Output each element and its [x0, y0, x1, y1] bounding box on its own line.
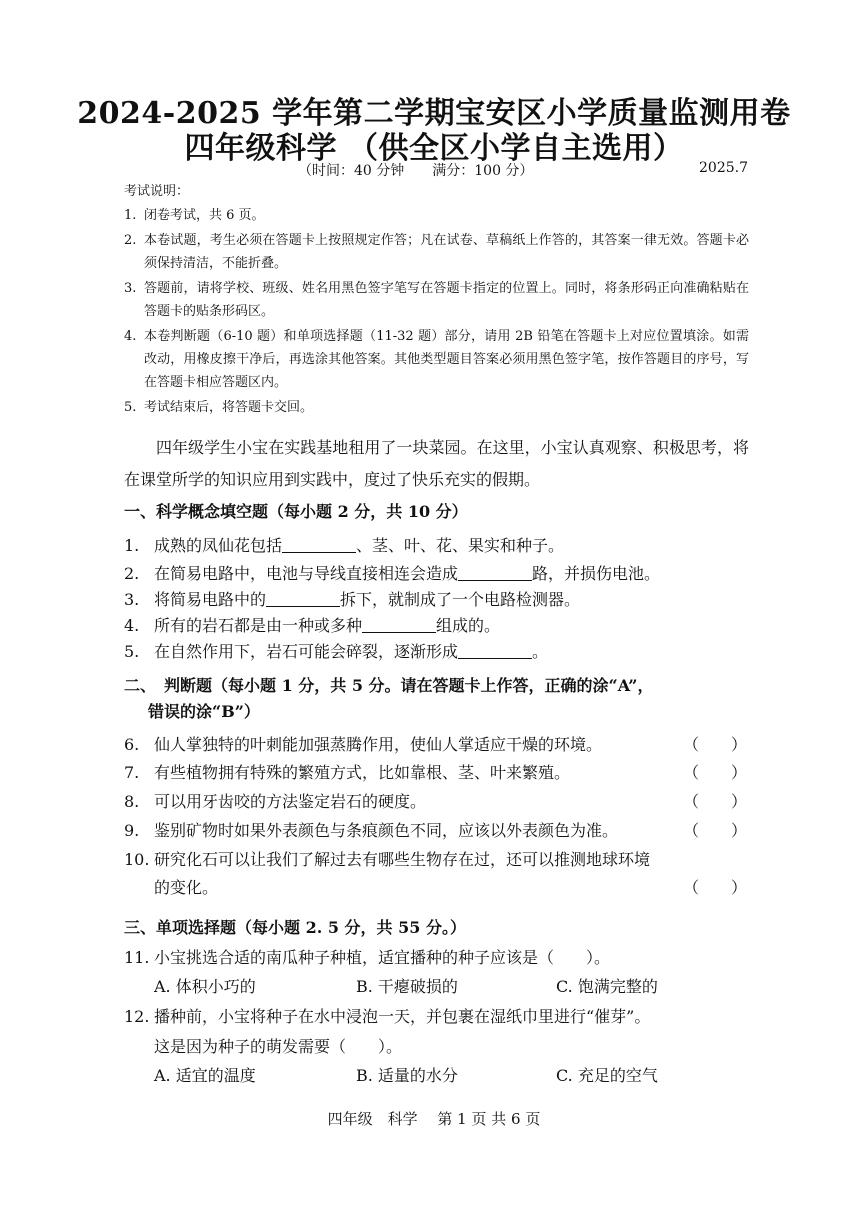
question-text: 。 — [532, 642, 549, 661]
instruction-number: 5. — [124, 400, 137, 415]
option-c[interactable]: C. 饱满完整的 — [556, 977, 658, 996]
choice-question — [124, 1003, 749, 1031]
question-number: 3. — [124, 590, 140, 609]
section2-heading-line1: 二、 判断题（每小题 1 分，共 5 分。请在答题卡上作答，正确的涂“A”， — [124, 676, 654, 695]
instruction-item — [124, 396, 749, 419]
question-number: 12. — [124, 1007, 150, 1026]
question-text: 路，并损伤电池。 — [532, 564, 661, 583]
answer-parentheses[interactable]: （ ） — [682, 792, 747, 811]
question-text: 拆下，就制成了一个电路检测器。 — [340, 590, 581, 609]
question-text: 将简易电路中的 — [154, 590, 267, 609]
question-text: 成熟的凤仙花包括 — [154, 536, 283, 555]
answer-blank[interactable] — [458, 562, 532, 581]
question-text: 研究化石可以让我们了解过去有哪些生物存在过，还可以推测地球环境 — [154, 850, 651, 869]
judge-question — [124, 817, 749, 845]
choice-question — [124, 944, 749, 972]
section1-heading: 一、科学概念填空题（每小题 2 分，共 10 分） — [124, 502, 468, 521]
judge-question-continued — [124, 874, 749, 902]
exam-title: 2024-2025 学年第二学期宝安区小学质量监测用卷 — [77, 96, 791, 131]
question-text: 在简易电路中，电池与导线直接相连会造成 — [154, 564, 459, 583]
instruction-text: 闭卷考试，共 6 页。 — [144, 208, 265, 223]
question-number: 5. — [124, 642, 140, 661]
intro-paragraph: 四年级学生小宝在实践基地租用了一块菜园。在这里，小宝认真观察、积极思考，将在课堂所学的知识应用到实践中，度过了快乐充实的假期。 — [124, 438, 749, 489]
answer-blank[interactable] — [362, 614, 436, 633]
judge-question — [124, 788, 749, 816]
question-number: 11. — [124, 948, 150, 967]
question-text: 鉴别矿物时如果外表颜色与条痕颜色不同，应该以外表颜色为准。 — [154, 821, 619, 840]
question-number: 6. — [124, 735, 140, 754]
instruction-number: 2. — [124, 233, 137, 248]
question-number: 8. — [124, 792, 140, 811]
question-number: 10. — [124, 850, 150, 869]
answer-parentheses[interactable]: （ ） — [682, 735, 747, 754]
option-b[interactable]: B. 适量的水分 — [356, 1066, 458, 1085]
option-a[interactable]: A. 适宜的温度 — [154, 1066, 256, 1085]
question-text: 在自然作用下，岩石可能会碎裂，逐渐形成 — [154, 642, 459, 661]
answer-blank[interactable] — [282, 534, 356, 553]
section2-heading-line2: 错误的涂“B”） — [148, 702, 260, 721]
instruction-text: 考试结束后，将答题卡交回。 — [144, 400, 314, 415]
section2-heading — [124, 673, 749, 725]
fill-question — [124, 586, 749, 614]
question-text: 、茎、叶、花、果实和种子。 — [356, 536, 565, 555]
question-number: 1. — [124, 536, 140, 555]
instruction-number: 1. — [124, 208, 137, 223]
answer-parentheses[interactable]: （ ） — [682, 821, 747, 840]
question-text: 组成的。 — [436, 616, 501, 635]
instruction-text: 答题前，请将学校、班级、姓名用黑色签字笔写在答题卡指定的位置上。同时，将条形码正向准确粘贴在答题卡的贴条形码区。 — [144, 281, 749, 319]
question-number: 2. — [124, 564, 140, 583]
question-text: 有些植物拥有特殊的繁殖方式，比如靠根、茎、叶来繁殖。 — [154, 763, 571, 782]
section3-heading: 三、单项选择题（每小题 2. 5 分，共 55 分。） — [124, 918, 466, 937]
fill-question — [124, 612, 749, 640]
exam-date: 2025.7 — [699, 160, 748, 176]
instructions-heading: 考试说明： — [124, 184, 190, 199]
instruction-text: 本卷试题，考生必须在答题卡上按照规定作答；凡在试卷、草稿纸上作答的，其答案一律无效。答题卡必须保持清洁，不能折叠。 — [144, 233, 749, 271]
answer-parentheses[interactable]: （ ） — [682, 878, 747, 897]
answer-parentheses[interactable]: （ ） — [682, 763, 747, 782]
judge-question — [124, 731, 749, 759]
instruction-item — [124, 277, 749, 323]
question-text: 小宝挑选合适的南瓜种子种植，适宜播种的种子应该是（ ）。 — [154, 948, 611, 967]
fill-question — [124, 560, 749, 588]
instruction-number: 3. — [124, 281, 137, 296]
instruction-item — [124, 325, 749, 394]
question-number: 9. — [124, 821, 140, 840]
judge-question — [124, 759, 749, 787]
judge-question — [124, 846, 749, 874]
instruction-number: 4. — [124, 329, 137, 344]
question-text: 可以用牙齿咬的方法鉴定岩石的硬度。 — [154, 792, 427, 811]
question-text: 的变化。 — [154, 878, 219, 897]
exam-instructions — [124, 180, 749, 421]
page-footer: 四年级 科学 第 1 页 共 6 页 — [327, 1110, 541, 1128]
instruction-item — [124, 229, 749, 275]
exam-subtitle: 四年级科学 （供全区小学自主选用） — [184, 131, 684, 166]
answer-blank[interactable] — [266, 588, 340, 607]
time-score-info: （时间：40 分钟 满分：100 分） — [298, 163, 534, 179]
question-text: 播种前，小宝将种子在水中浸泡一天，并包裹在湿纸巾里进行“催芽”。 — [154, 1007, 651, 1026]
question-text: 所有的岩石都是由一种或多种 — [154, 616, 363, 635]
instruction-item — [124, 204, 749, 227]
question-text: 仙人掌独特的叶刺能加强蒸腾作用，使仙人掌适应干燥的环境。 — [154, 735, 603, 754]
fill-question — [124, 532, 749, 560]
choice-question-continued — [124, 1033, 779, 1061]
answer-blank[interactable] — [458, 640, 532, 659]
option-b[interactable]: B. 干瘪破损的 — [356, 977, 458, 996]
instruction-text: 本卷判断题（6-10 题）和单项选择题（11-32 题）部分，请用 2B 铅笔在答题卡上对应位置填涂。如需改动，用橡皮擦干净后，再选涂其他答案。其他类型题目答案必须用黑色签字笔，按作答题目的序号，写在答题卡相应答题区内。 — [144, 329, 749, 390]
question-number: 7. — [124, 763, 140, 782]
question-number: 4. — [124, 616, 140, 635]
question-text: 这是因为种子的萌发需要（ ）。 — [154, 1037, 403, 1056]
option-c[interactable]: C. 充足的空气 — [556, 1066, 658, 1085]
fill-question — [124, 638, 749, 666]
option-a[interactable]: A. 体积小巧的 — [154, 977, 256, 996]
